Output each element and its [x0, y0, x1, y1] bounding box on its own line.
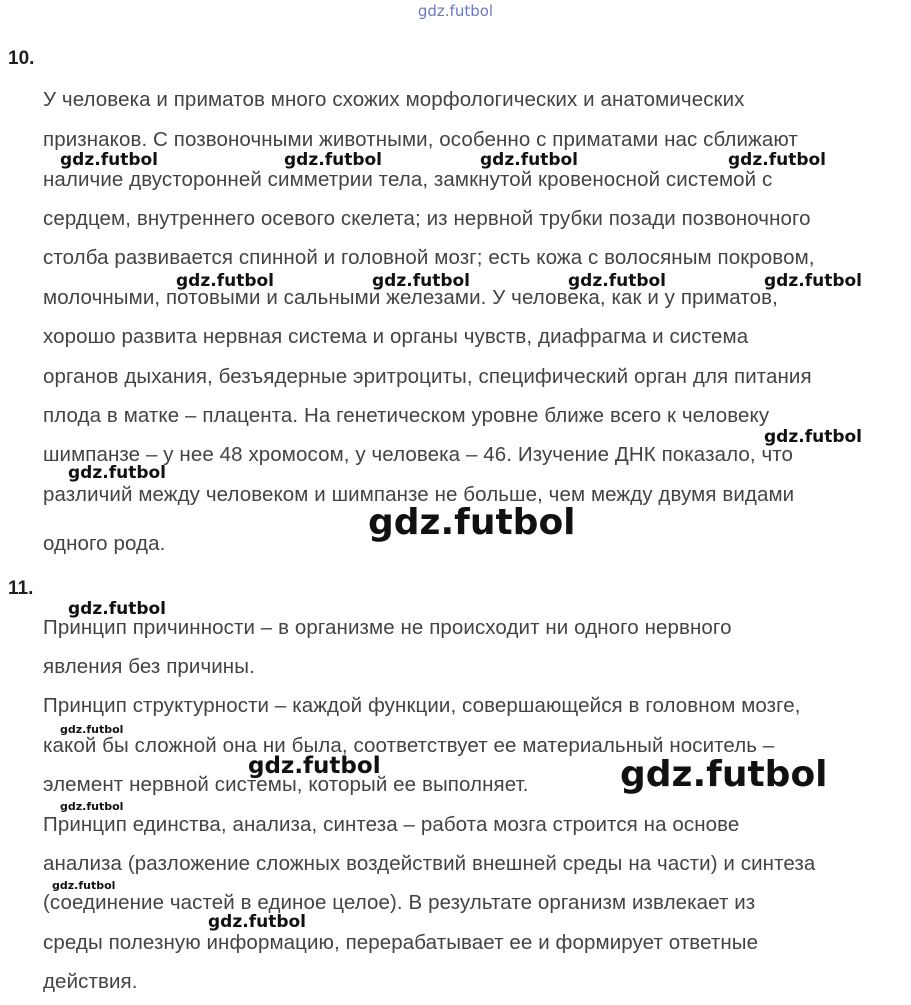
task-10-line: шимпанзе – у нее 48 хромосом, у человека – 46. Изучение ДНК показало, что [43, 443, 794, 466]
task-11-line: действия. [43, 970, 138, 993]
watermark: gdz.futbol [68, 599, 166, 619]
watermark-small: gdz.futbol [52, 879, 116, 892]
watermark: gdz.futbol [60, 150, 158, 170]
task-11-line: среды полезную информацию, перерабатывает ее и формирует ответные [43, 931, 759, 954]
watermark: gdz.futbol [208, 912, 306, 932]
task-11-line: элемент нервной системы, который ее выполняет. [43, 773, 529, 796]
task-10-line: хорошо развита нервная система и органы чувств, диафрагма и система [43, 325, 749, 348]
task-number-10: 10. [8, 48, 35, 69]
watermark: gdz.futbol [68, 463, 166, 483]
task-10-line: органов дыхания, безъядерные эритроциты, специфический орган для питания [43, 365, 812, 388]
task-11-line: Принцип единства, анализа, синтеза – работа мозга строится на основе [43, 813, 740, 836]
watermark: gdz.futbol [480, 150, 578, 170]
task-10-line: одного рода. [43, 532, 166, 555]
watermark: gdz.futbol [568, 271, 666, 291]
task-10-line: различий между человеком и шимпанзе не больше, чем между двумя видами [43, 483, 795, 506]
task-11-line: какой бы сложной она ни была, соответствует ее материальный носитель – [43, 734, 775, 757]
task-11-line: Принцип причинности – в организме не происходит ни одного нервного [43, 616, 732, 639]
task-11-line: анализа (разложение сложных воздействий внешней среды на части) и синтеза [43, 852, 816, 875]
task-10-line: признаков. С позвоночными животными, особенно с приматами нас сближают [43, 128, 798, 151]
watermark: gdz.futbol [372, 271, 470, 291]
watermark: gdz.futbol [176, 271, 274, 291]
watermark-large: gdz.futbol [368, 502, 576, 543]
watermark: gdz.futbol [764, 271, 862, 291]
watermark-small: gdz.futbol [60, 800, 124, 813]
task-10-line: наличие двусторонней симметрии тела, замкнутой кровеносной системой с [43, 168, 773, 191]
task-11-line: явления без причины. [43, 655, 255, 678]
watermark: gdz.futbol [728, 150, 826, 170]
watermark: gdz.futbol [764, 427, 862, 447]
task-11-line: Принцип структурности – каждой функции, совершающейся в головном мозге, [43, 694, 801, 717]
task-10-line: молочными, потовыми и сальными железами. У человека, как и у приматов, [43, 286, 778, 309]
task-10-line: сердцем, внутреннего осевого скелета; из нервной трубки позади позвоночного [43, 207, 811, 230]
task-number-11: 11. [8, 578, 34, 599]
task-10-line: У человека и приматов много схожих морфологических и анатомических [43, 88, 745, 111]
header-site-link[interactable]: gdz.futbol [417, 2, 494, 20]
task-10-line: столба развивается спинной и головной мозг; есть кожа с волосяным покровом, [43, 246, 815, 269]
task-11-line: (соединение частей в единое целое). В результате организм извлекает из [43, 891, 756, 914]
watermark: gdz.futbol [284, 150, 382, 170]
watermark-large: gdz.futbol [620, 754, 828, 795]
watermark: gdz.futbol [248, 753, 381, 779]
watermark-small: gdz.futbol [60, 723, 124, 736]
task-10-line: плода в матке – плацента. На генетическом уровне ближе всего к человеку [43, 404, 770, 427]
